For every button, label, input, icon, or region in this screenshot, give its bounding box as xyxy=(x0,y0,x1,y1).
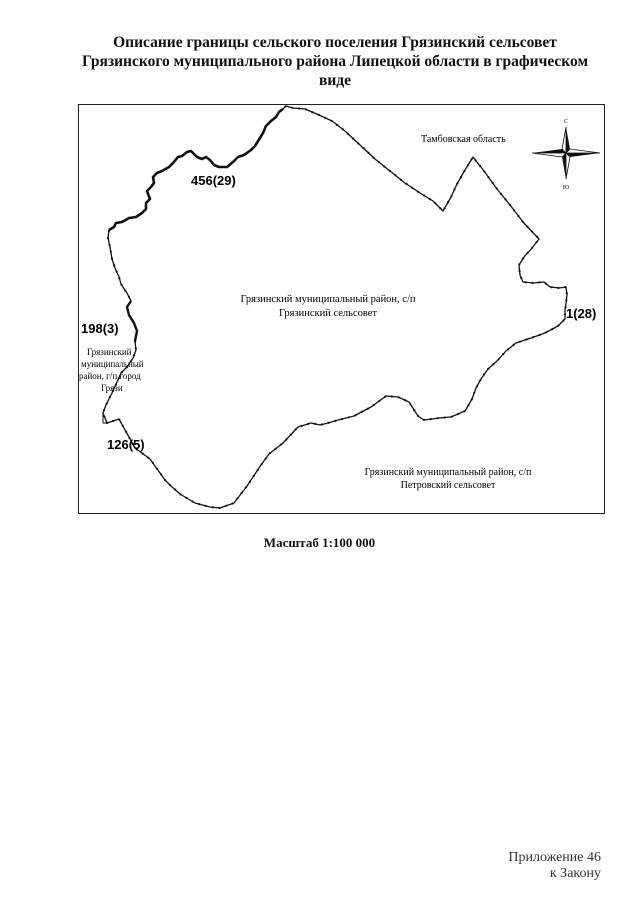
appendix-note xyxy=(508,850,601,882)
boundary-vertex xyxy=(566,292,568,294)
boundary-vertex xyxy=(118,222,120,224)
boundary-vertex xyxy=(165,168,167,170)
boundary-vertex xyxy=(128,315,130,317)
boundary-vertex xyxy=(143,210,145,212)
boundary-vertex xyxy=(447,201,449,203)
appendix-line-2: к Закону xyxy=(549,866,601,881)
boundary-vertex xyxy=(405,183,407,185)
boundary-vertex xyxy=(270,120,272,122)
boundary-vertex xyxy=(113,226,115,228)
boundary-vertex xyxy=(205,505,207,507)
settlement-boundary xyxy=(103,106,570,508)
region-label-west-line4: Грязи xyxy=(101,383,123,393)
boundary-vertex xyxy=(509,204,511,206)
boundary-vertex xyxy=(103,409,105,411)
boundary-vertex xyxy=(275,116,277,118)
boundary-vertex xyxy=(275,448,277,450)
boundary-vertex xyxy=(262,131,264,133)
boundary-vertex xyxy=(394,174,396,176)
boundary-vertex xyxy=(295,428,297,430)
boundary-vertex xyxy=(539,334,541,336)
boundary-vertex xyxy=(518,263,520,265)
boundary-vertex xyxy=(107,237,109,239)
boundary-vertex xyxy=(128,296,130,298)
boundary-vertex xyxy=(285,105,287,107)
boundary-vertex xyxy=(250,149,252,151)
map-frame xyxy=(78,104,605,514)
boundary-vertex xyxy=(298,107,300,109)
boundary-vertex xyxy=(179,493,181,495)
boundary-vertex xyxy=(460,176,462,178)
boundary-vertex xyxy=(513,209,515,211)
boundary-vertex xyxy=(108,230,110,232)
boundary-vertex xyxy=(453,189,455,191)
boundary-vertex xyxy=(135,347,137,349)
boundary-vertex xyxy=(164,479,166,481)
boundary-vertex xyxy=(524,281,526,283)
boundary-vertex xyxy=(106,402,108,404)
boundary-vertex xyxy=(265,125,267,127)
boundary-vertex xyxy=(245,153,247,155)
boundary-vertex xyxy=(142,453,144,455)
river-boundary-section xyxy=(109,109,283,230)
boundary-vertex xyxy=(423,194,425,196)
boundary-vertex xyxy=(373,157,375,159)
boundary-vertex xyxy=(108,244,110,246)
region-label-southeast-line2: Петровский сельсовет xyxy=(400,480,496,491)
point-label-456: 456(29) xyxy=(191,173,236,188)
boundary-vertex xyxy=(130,217,132,219)
boundary-vertex xyxy=(255,143,257,145)
boundary-vertex xyxy=(210,160,212,162)
boundary-vertex xyxy=(562,320,564,322)
boundary-vertex xyxy=(519,270,521,272)
boundary-vertex xyxy=(551,328,553,330)
region-label-center-line1: Грязинский муниципальный район, с/п xyxy=(240,294,416,305)
boundary-vertex xyxy=(245,486,247,488)
boundary-vertex xyxy=(198,157,200,159)
boundary-vertex xyxy=(367,152,369,154)
boundary-vertex xyxy=(215,165,217,167)
title-line-1: Описание границы сельского поселения Грязинский сельсовет xyxy=(113,34,557,51)
boundary-vertex xyxy=(133,354,135,356)
boundary-vertex xyxy=(456,182,458,184)
boundary-vertex xyxy=(473,392,475,394)
boundary-vertex xyxy=(129,302,131,304)
boundary-vertex xyxy=(170,163,172,165)
boundary-vertex xyxy=(357,142,359,144)
boundary-vertex xyxy=(417,191,419,193)
boundary-vertex xyxy=(367,408,369,410)
boundary-vertex xyxy=(409,403,411,405)
boundary-vertex xyxy=(257,469,259,471)
boundary-vertex xyxy=(120,284,122,286)
boundary-vertex xyxy=(504,198,506,200)
boundary-vertex xyxy=(463,410,465,412)
boundary-vertex xyxy=(500,193,502,195)
boundary-vertex xyxy=(502,353,504,355)
boundary-vertex xyxy=(430,418,432,420)
boundary-vertex xyxy=(383,166,385,168)
boundary-vertex xyxy=(352,138,354,140)
boundary-vertex xyxy=(557,325,559,327)
map-scale: Масштаб 1:100 000 xyxy=(263,535,376,550)
boundary-vertex xyxy=(467,164,469,166)
boundary-vertex xyxy=(527,252,529,254)
compass-south-letter: Ю xyxy=(562,185,570,191)
boundary-vertex xyxy=(413,409,415,411)
title-line-2: Грязинского муниципального района Липецкой области в графическом xyxy=(81,53,589,70)
boundary-vertex xyxy=(522,257,524,259)
boundary-vertex xyxy=(279,110,281,112)
boundary-vertex xyxy=(450,195,452,197)
boundary-vertex xyxy=(126,308,128,310)
boundary-vertex xyxy=(112,420,114,422)
boundary-vertex xyxy=(160,473,162,475)
boundary-vertex xyxy=(437,417,439,419)
boundary-vertex xyxy=(110,251,112,253)
boundary-vertex xyxy=(169,484,171,486)
boundary-vertex xyxy=(331,120,333,122)
boundary-vertex xyxy=(384,396,386,398)
boundary-vertex xyxy=(291,107,293,109)
boundary-vertex xyxy=(492,363,494,365)
boundary-vertex xyxy=(565,299,567,301)
boundary-vertex xyxy=(212,506,214,508)
boundary-vertex xyxy=(233,160,235,162)
boundary-vertex xyxy=(134,341,136,343)
boundary-vertex xyxy=(153,175,155,177)
boundary-vertex xyxy=(551,286,553,288)
boundary-vertex xyxy=(153,181,155,183)
boundary-vertex xyxy=(517,215,519,217)
boundary-vertex xyxy=(145,204,147,206)
boundary-vertex xyxy=(564,286,566,288)
boundary-vertex xyxy=(285,439,287,441)
boundary-vertex xyxy=(496,187,498,189)
boundary-vertex xyxy=(476,385,478,387)
boundary-vertex xyxy=(125,431,127,433)
boundary-vertex xyxy=(429,198,431,200)
boundary-vertex xyxy=(463,170,465,172)
boundary-vertex xyxy=(307,423,309,425)
boundary-vertex xyxy=(347,133,349,135)
boundary-vertex xyxy=(137,215,139,217)
boundary-vertex xyxy=(318,114,320,116)
point-label-126: 126(5) xyxy=(107,437,145,452)
boundary-vertex xyxy=(238,156,240,158)
boundary-vertex xyxy=(253,475,255,477)
boundary-vertex xyxy=(225,505,227,507)
boundary-vertex xyxy=(400,179,402,181)
boundary-vertex xyxy=(507,348,509,350)
boundary-vertex xyxy=(525,338,527,340)
boundary-vertex xyxy=(391,395,393,397)
boundary-vertex xyxy=(373,404,375,406)
boundary-vertex xyxy=(492,182,494,184)
boundary-vertex xyxy=(181,155,183,157)
boundary-vertex xyxy=(328,422,330,424)
boundary-vertex xyxy=(362,147,364,149)
boundary-map xyxy=(79,105,606,515)
boundary-vertex xyxy=(174,489,176,491)
boundary-vertex xyxy=(116,271,118,273)
boundary-vertex xyxy=(228,164,230,166)
boundary-vertex xyxy=(261,463,263,465)
boundary-vertex xyxy=(118,277,120,279)
boundary-vertex xyxy=(135,327,137,329)
boundary-vertex xyxy=(354,414,356,416)
boundary-vertex xyxy=(198,503,200,505)
boundary-vertex xyxy=(483,373,485,375)
boundary-vertex xyxy=(113,264,115,266)
boundary-vertex xyxy=(487,176,489,178)
boundary-vertex xyxy=(132,321,134,323)
boundary-vertex xyxy=(522,220,524,222)
boundary-vertex xyxy=(483,170,485,172)
compass-west-arrow xyxy=(532,149,566,153)
boundary-vertex xyxy=(513,344,515,346)
boundary-vertex xyxy=(479,165,481,167)
boundary-vertex xyxy=(535,241,537,243)
boundary-vertex xyxy=(204,156,206,158)
boundary-vertex xyxy=(531,231,533,233)
boundary-vertex xyxy=(531,282,533,284)
boundary-vertex xyxy=(300,425,302,427)
boundary-vertex xyxy=(147,192,149,194)
boundary-vertex xyxy=(280,443,282,445)
title-line-3: виде xyxy=(318,72,352,89)
appendix-line-1: Приложение 46 xyxy=(508,850,601,865)
boundary-vertex xyxy=(186,151,188,153)
boundary-vertex xyxy=(479,379,481,381)
boundary-vertex xyxy=(444,207,446,209)
boundary-vertex xyxy=(156,468,158,470)
boundary-vertex xyxy=(526,226,528,228)
point-label-198: 198(3) xyxy=(81,321,119,336)
boundary-vertex xyxy=(147,457,149,459)
boundary-vertex xyxy=(290,433,292,435)
boundary-vertex xyxy=(314,423,316,425)
boundary-vertex xyxy=(498,358,500,360)
boundary-vertex xyxy=(185,497,187,499)
compass-east-arrow xyxy=(566,153,600,157)
boundary-vertex xyxy=(451,416,453,418)
boundary-vertex xyxy=(124,219,126,221)
boundary-vertex xyxy=(545,331,547,333)
compass-north-letter: С xyxy=(563,119,569,125)
boundary-vertex xyxy=(342,128,344,130)
boundary-vertex xyxy=(487,368,489,370)
boundary-vertex xyxy=(417,415,419,417)
region-label-center-line2: Грязинский сельсовет xyxy=(278,308,378,319)
boundary-vertex xyxy=(241,492,243,494)
boundary-vertex xyxy=(118,419,120,421)
boundary-vertex xyxy=(439,207,441,209)
boundary-vertex xyxy=(444,416,446,418)
boundary-vertex xyxy=(103,415,105,417)
boundary-vertex xyxy=(135,334,137,336)
boundary-vertex xyxy=(361,411,363,413)
boundary-vertex xyxy=(538,281,540,283)
boundary-vertex xyxy=(148,199,150,201)
boundary-vertex xyxy=(519,341,521,343)
boundary-vertex xyxy=(124,290,126,292)
region-label-west-line2: муниципальный xyxy=(81,359,144,369)
boundary-vertex xyxy=(520,277,522,279)
region-label-southeast-line1: Грязинский муниципальный район, с/п xyxy=(364,467,532,478)
boundary-vertex xyxy=(467,404,469,406)
boundary-vertex xyxy=(259,137,261,139)
boundary-vertex xyxy=(321,423,323,425)
boundary-vertex xyxy=(111,258,113,260)
boundary-vertex xyxy=(159,171,161,173)
boundary-vertex xyxy=(265,457,267,459)
boundary-vertex xyxy=(378,400,380,402)
boundary-vertex xyxy=(269,452,271,454)
boundary-vertex xyxy=(531,247,533,249)
boundary-vertex xyxy=(149,187,151,189)
document-title xyxy=(40,33,630,90)
boundary-vertex xyxy=(152,462,154,464)
boundary-vertex xyxy=(336,124,338,126)
boundary-vertex xyxy=(232,502,234,504)
point-label-1: 1(28) xyxy=(566,306,597,321)
boundary-vertex xyxy=(348,416,350,418)
boundary-vertex xyxy=(311,111,313,113)
boundary-vertex xyxy=(341,418,343,420)
boundary-vertex xyxy=(475,159,477,161)
boundary-vertex xyxy=(191,500,193,502)
boundary-vertex xyxy=(305,108,307,110)
boundary-vertex xyxy=(398,396,400,398)
boundary-vertex xyxy=(122,425,124,427)
boundary-vertex xyxy=(236,497,238,499)
boundary-vertex xyxy=(378,161,380,163)
boundary-vertex xyxy=(457,413,459,415)
region-label-west-line3: район, г/п город xyxy=(79,371,141,381)
boundary-vertex xyxy=(175,158,177,160)
boundary-vertex xyxy=(324,117,326,119)
boundary-vertex xyxy=(471,398,473,400)
boundary-vertex xyxy=(109,396,111,398)
boundary-vertex xyxy=(218,507,220,509)
boundary-vertex xyxy=(471,158,473,160)
boundary-vertex xyxy=(434,202,436,204)
boundary-vertex xyxy=(192,152,194,154)
boundary-vertex xyxy=(389,170,391,172)
boundary-vertex xyxy=(221,166,223,168)
boundary-vertex xyxy=(532,336,534,338)
region-label-west-line1: Грязинский xyxy=(87,347,132,357)
boundary-vertex xyxy=(404,399,406,401)
boundary-vertex xyxy=(557,287,559,289)
boundary-vertex xyxy=(249,481,251,483)
compass-rose xyxy=(532,119,600,191)
boundary-vertex xyxy=(411,187,413,189)
boundary-vertex xyxy=(334,420,336,422)
boundary-vertex xyxy=(536,236,538,238)
region-label-tambov: Тамбовская область xyxy=(421,134,506,145)
boundary-vertex xyxy=(423,419,425,421)
boundary-vertex xyxy=(545,282,547,284)
